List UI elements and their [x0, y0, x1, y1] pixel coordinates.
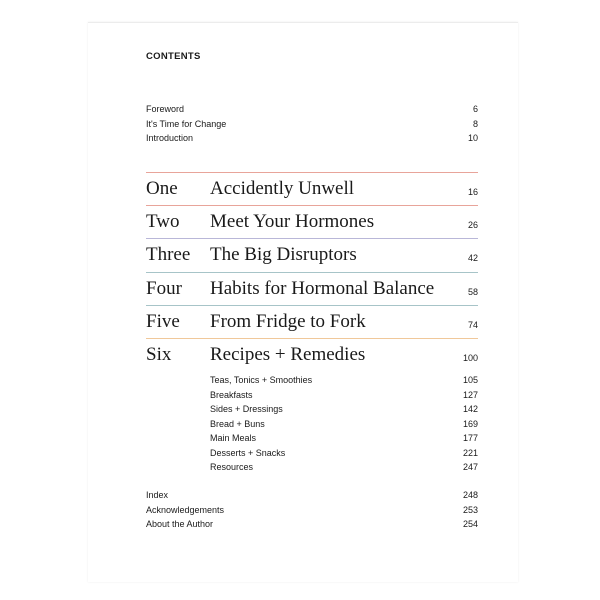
toc-entry-page: 248: [462, 490, 478, 500]
toc-entry[interactable]: [146, 503, 478, 518]
back-matter-list: [146, 488, 478, 532]
toc-entry-label: It's Time for Change: [146, 118, 227, 129]
toc-entry-label: Resources: [210, 462, 254, 472]
chapter-number: Three: [146, 244, 191, 266]
chapter-row[interactable]: [146, 205, 478, 238]
toc-entry[interactable]: [146, 517, 478, 532]
toc-entry[interactable]: [146, 131, 478, 146]
toc-entry-label: Main Meals: [210, 433, 257, 443]
chapter-page: 100: [462, 353, 478, 364]
toc-entry-label: Index: [146, 490, 169, 500]
toc-entry-page: 177: [462, 433, 478, 443]
toc-entry[interactable]: [146, 488, 478, 503]
toc-entry-label: Desserts + Snacks: [210, 447, 286, 458]
chapter-list: [146, 172, 478, 371]
chapter-title: The Big Disruptors: [210, 244, 357, 266]
page-top-edge: [88, 22, 518, 23]
toc-entry[interactable]: [210, 460, 478, 475]
toc-entry-label: About the Author: [146, 519, 214, 529]
toc-entry[interactable]: [210, 417, 478, 432]
chapter-row[interactable]: [146, 172, 478, 205]
chapter-title: Recipes + Remedies: [210, 344, 366, 366]
chapter-row[interactable]: [146, 272, 478, 305]
toc-entry-label: Breakfasts: [210, 389, 253, 400]
chapter-title: Accidently Unwell: [210, 178, 355, 200]
chapter-number: Four: [146, 277, 182, 299]
chapter-number: Five: [146, 310, 180, 332]
toc-entry[interactable]: [210, 431, 478, 446]
contents-heading: CONTENTS: [146, 51, 201, 62]
toc-entry-label: Acknowledgements: [146, 504, 225, 515]
toc-entry-label: Foreword: [146, 104, 185, 114]
toc-entry-page: 105: [462, 375, 478, 385]
toc-entry-page: 127: [462, 389, 478, 400]
recipe-sections-list: [210, 373, 478, 475]
toc-entry[interactable]: [210, 402, 478, 417]
chapter-title: From Fridge to Fork: [210, 310, 366, 332]
toc-entry-page: 142: [462, 404, 478, 414]
toc-entry-page: 247: [462, 462, 478, 472]
chapter-title: Habits for Hormonal Balance: [210, 277, 435, 299]
chapter-row[interactable]: [146, 238, 478, 271]
toc-entry[interactable]: [210, 388, 478, 403]
toc-entry[interactable]: [210, 446, 478, 461]
chapter-page: 58: [467, 286, 478, 297]
toc-entry-label: Teas, Tonics + Smoothies: [210, 375, 313, 385]
toc-entry-page: 10: [467, 133, 478, 143]
toc-entry-page: 6: [472, 104, 478, 114]
toc-entry-label: Sides + Dressings: [210, 404, 283, 414]
toc-entry-page: 169: [462, 418, 478, 429]
chapter-row[interactable]: [146, 338, 478, 371]
chapter-title: Meet Your Hormones: [210, 211, 375, 233]
toc-entry-label: Bread + Buns: [210, 418, 265, 429]
chapter-page: 74: [467, 319, 478, 330]
toc-entry-page: 221: [462, 447, 478, 458]
chapter-number: Six: [146, 344, 172, 366]
chapter-page: 26: [467, 220, 478, 231]
front-matter-list: [146, 102, 478, 146]
chapter-number: Two: [146, 211, 180, 233]
toc-entry-page: 8: [472, 118, 478, 129]
toc-entry-page: 253: [462, 504, 478, 515]
toc-entry-page: 254: [462, 519, 478, 529]
chapter-number: One: [146, 178, 178, 200]
toc-entry-label: Introduction: [146, 133, 194, 143]
chapter-page: 16: [467, 187, 478, 198]
toc-entry[interactable]: [210, 373, 478, 388]
chapter-row[interactable]: [146, 305, 478, 338]
toc-entry[interactable]: [146, 102, 478, 117]
toc-entry[interactable]: [146, 117, 478, 132]
chapter-page: 42: [467, 253, 478, 264]
